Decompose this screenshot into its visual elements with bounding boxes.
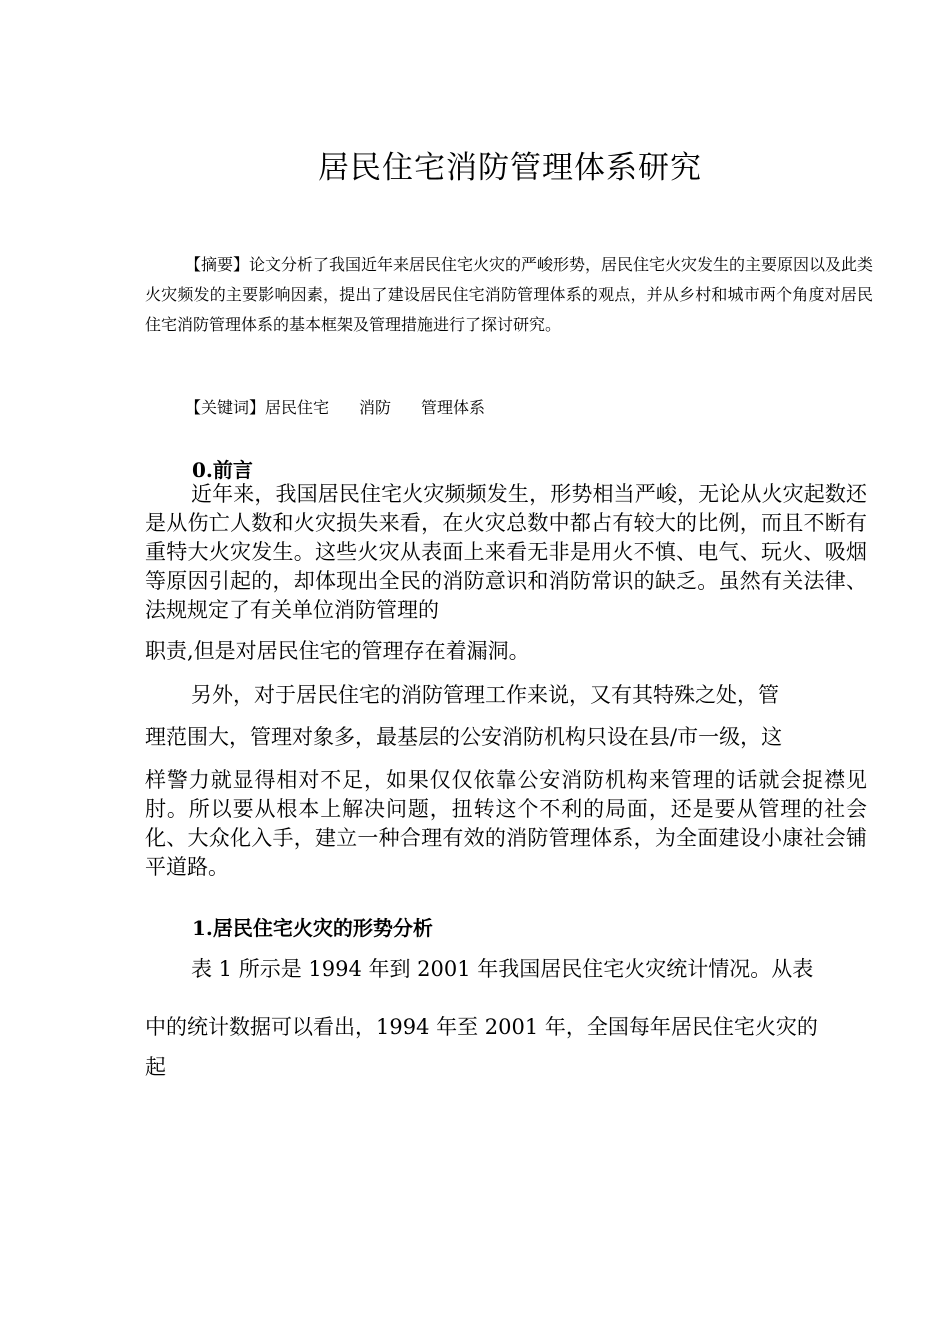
page-title: 居民住宅消防管理体系研究 xyxy=(318,150,702,186)
section-heading-intro: 0.前言 xyxy=(192,458,253,482)
keyword: 居民住宅 xyxy=(265,398,330,417)
intro-paragraph-2-rest: 样警力就显得相对不足，如果仅仅依靠公安消防机构来管理的话就会捉襟见肘。所以要从根本上解决问题，扭转这个不利的局面，还是要从管理的社会化、大众化入手，建立一种合理有效的消防管理体系，为全面建设小康社会铺平道路。 xyxy=(145,768,867,879)
intro-paragraph-1-tail: 职责,但是对居民住宅的管理存在着漏洞。 xyxy=(145,639,530,663)
keywords-label: 【关键词】 xyxy=(185,398,266,417)
text-line: 另外，对于居民住宅的消防管理工作来说，又有其特殊之处，管 xyxy=(191,683,779,707)
keyword: 管理体系 xyxy=(421,398,486,417)
intro-paragraph-1: 近年来，我国居民住宅火灾频频发生，形势相当严峻，无论从火灾起数还是从伤亡人数和火灾损失来看，在火灾总数中都占有较大的比例，而且不断有重特大火灾发生。这些火灾从表面上来看无非是用火不慎、电气、玩火、吸烟等原因引起的，却体现出全民的消防意识和消防常识的缺乏。虽然有关法律、法规规定了有关单位消防管理的 xyxy=(145,482,867,622)
text-line: 表 1 所示是 1994 年到 2001 年我国居民住宅火灾统计情况。从表 xyxy=(191,957,814,981)
section1-line-1 xyxy=(145,954,867,984)
keywords xyxy=(185,396,485,420)
keyword: 消防 xyxy=(359,398,392,417)
section1-line-3: 起 xyxy=(145,1055,166,1079)
abstract: 【摘要】论文分析了我国近年来居民住宅火灾的严峻形势，居民住宅火灾发生的主要原因以及此类火灾频发的主要影响因素，提出了建设居民住宅消防管理体系的观点，并从乡村和城市两个角度对居民住宅消防管理体系的基本框架及管理措施进行了探讨研究。 xyxy=(145,255,874,334)
intro-paragraph-2-line-1 xyxy=(145,680,867,710)
section-heading-1: 1.居民住宅火灾的形势分析 xyxy=(192,916,433,940)
section1-line-2: 中的统计数据可以看出，1994 年至 2001 年，全国每年居民住宅火灾的 xyxy=(145,1015,818,1039)
intro-paragraph-2-line-2: 理范围大，管理对象多，最基层的公安消防机构只设在县/市一级，这 xyxy=(145,725,783,749)
